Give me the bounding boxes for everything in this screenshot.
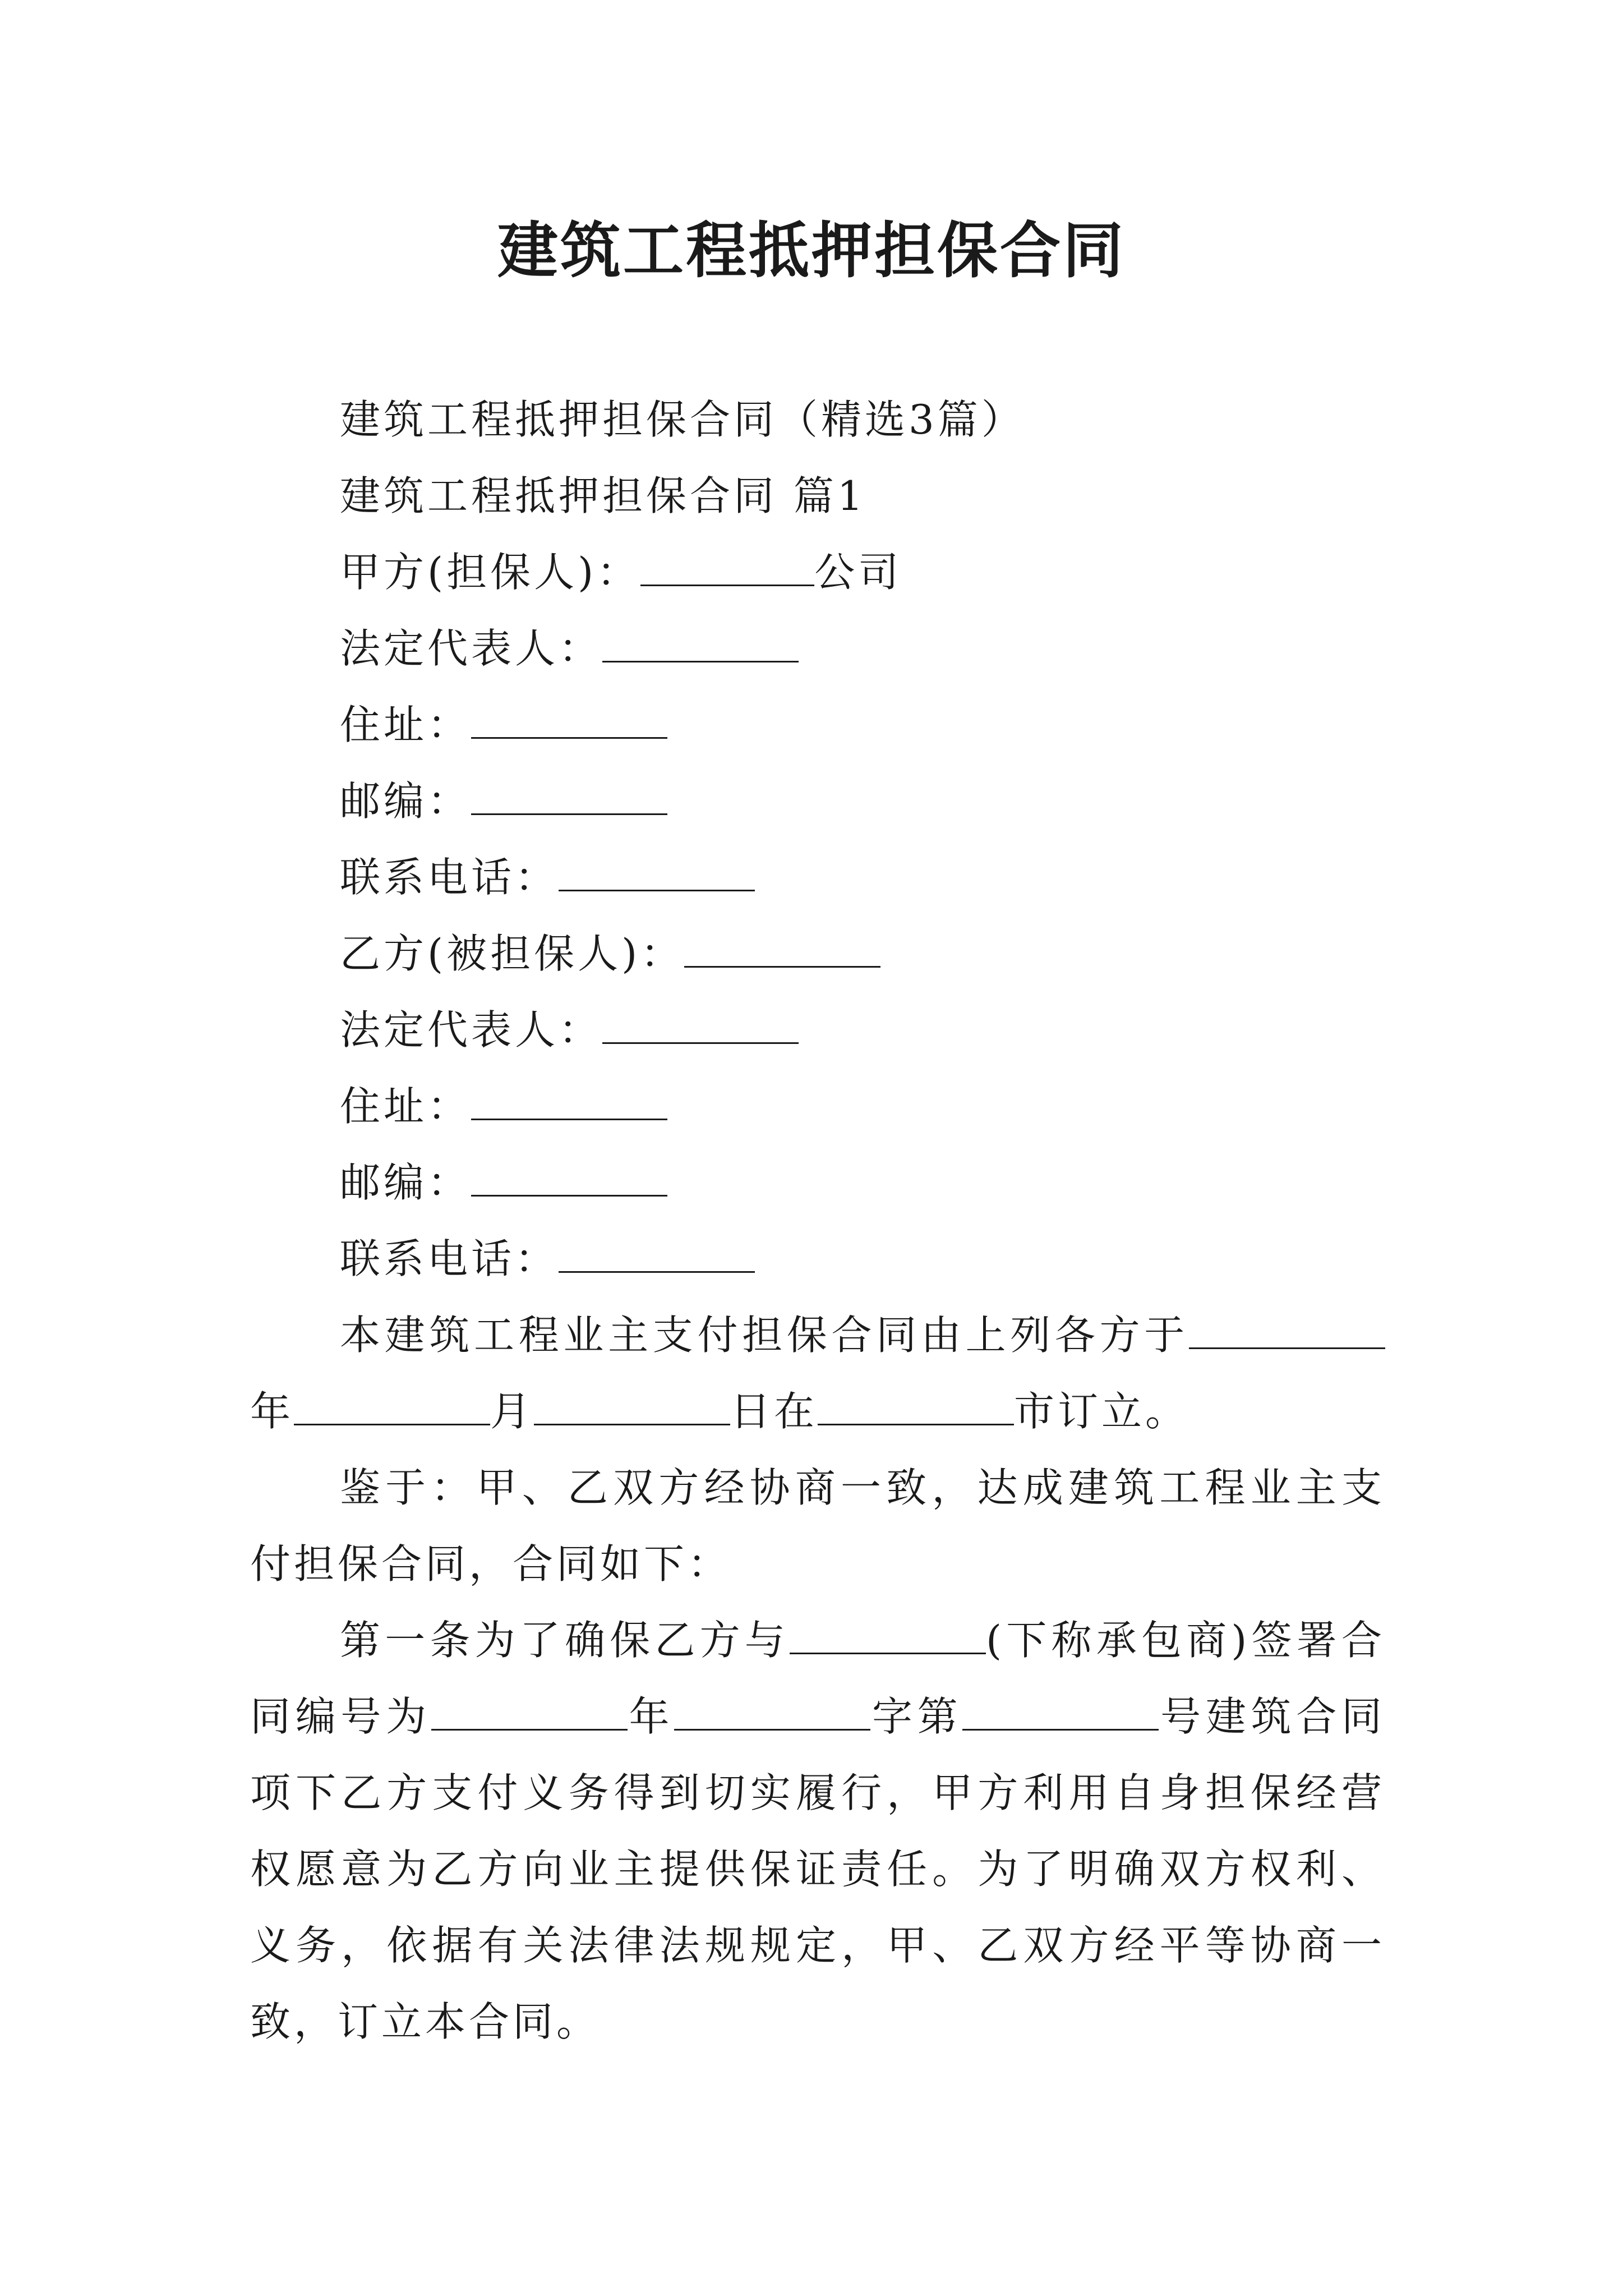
party-a-name-blank (640, 553, 814, 586)
party-b-name-blank (684, 935, 880, 968)
date-blank-1 (1189, 1316, 1385, 1349)
party-b-postcode-blank (471, 1163, 667, 1197)
party-a-address-line (250, 687, 1385, 763)
document-body (250, 381, 1385, 2060)
party-a-phone-blank (559, 858, 755, 891)
para1-text-1: 本建筑工程业主支付担保合同由上列各方于 (340, 1312, 1189, 1359)
contract-no-blank-2 (674, 1697, 870, 1731)
party-a-postcode-line (250, 763, 1385, 839)
para3-text-3: 年 (627, 1693, 675, 1740)
party-a-rep-blank (602, 629, 799, 662)
party-b-rep-line (250, 992, 1385, 1068)
party-b-line (250, 915, 1385, 992)
city-blank (818, 1392, 1014, 1425)
party-a-phone-line (250, 839, 1385, 915)
party-a-address-blank (471, 706, 667, 739)
para1-text-4: 日在 (730, 1388, 818, 1435)
contract-no-blank-1 (431, 1697, 628, 1731)
party-a-postcode-label: 邮编： (340, 777, 472, 825)
party-a-suffix: 公司 (814, 549, 902, 596)
day-blank (534, 1392, 730, 1425)
party-a-phone-label: 联系电话： (340, 854, 559, 901)
party-b-phone-blank (559, 1240, 755, 1273)
party-a-rep-label: 法定代表人： (340, 625, 603, 672)
party-b-address-label: 住址： (340, 1083, 472, 1130)
para1-text-2: 年 (250, 1388, 294, 1435)
party-a-postcode-blank (471, 782, 667, 815)
article-heading: 建筑工程抵押担保合同 篇1 (340, 472, 866, 519)
para3-text-5: 号建筑合同项下乙方支付义务得到切实履行，甲方利用自身担保经营权愿意为乙方向业主提供保证责任。为了明确双方权利、义务，依据有关法律法规规定，甲、乙双方经平等协商一致，订立本合同。 (250, 1693, 1385, 2045)
party-b-label: 乙方(被担保人)： (340, 930, 685, 977)
party-b-postcode-line (250, 1144, 1385, 1221)
party-b-postcode-label: 邮编： (340, 1159, 472, 1206)
para1-text-3: 月 (490, 1388, 534, 1435)
party-a-address-label: 住址： (340, 701, 472, 748)
party-a-label: 甲方(担保人)： (340, 549, 641, 596)
party-b-address-line (250, 1068, 1385, 1144)
paragraph-article-1 (250, 1602, 1385, 2060)
contractor-blank (790, 1621, 986, 1654)
party-b-phone-label: 联系电话： (340, 1235, 559, 1282)
paragraph-signing (250, 1297, 1385, 1450)
month-blank (294, 1392, 490, 1425)
para3-text-2: (下称承包商)签署合同编号为 (250, 1617, 1385, 1740)
paragraph-whereas: 鉴于：甲、乙双方经协商一致，达成建筑工程业主支付担保合同，合同如下： (250, 1464, 1385, 1588)
para3-text-4: 字第 (870, 1693, 963, 1740)
party-b-rep-label: 法定代表人： (340, 1006, 603, 1053)
para1-text-5: 市订立。 (1014, 1388, 1189, 1435)
party-b-address-blank (471, 1087, 667, 1120)
document-title: 建筑工程抵押担保合同 (497, 215, 1126, 286)
party-b-phone-line (250, 1221, 1385, 1297)
subtitle: 建筑工程抵押担保合同（精选3篇） (340, 396, 1025, 443)
para3-text-1: 第一条为了确保乙方与 (340, 1617, 790, 1664)
party-a-rep-line (250, 610, 1385, 687)
party-a-line (250, 534, 1385, 610)
party-b-rep-blank (602, 1011, 799, 1044)
contract-no-blank-3 (962, 1697, 1159, 1731)
